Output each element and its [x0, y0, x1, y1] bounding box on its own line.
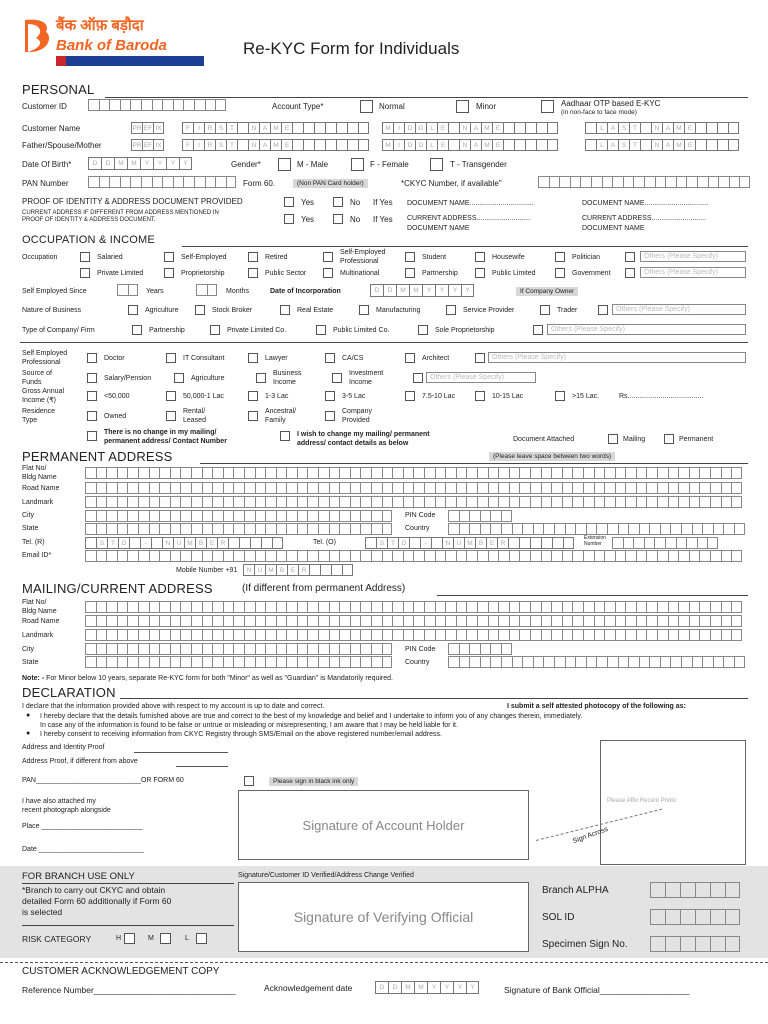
email-label: Email ID*: [22, 552, 52, 559]
current-no-checkbox[interactable]: [333, 214, 343, 224]
perm-flat-label-2: Bldg Name: [22, 474, 57, 481]
business-income-label-1: Business: [273, 370, 302, 377]
company-others-field[interactable]: Others (Please Specify): [547, 324, 746, 335]
logo-strip: [56, 56, 204, 66]
doctor-label: Doctor: [104, 355, 125, 362]
multinational-checkbox[interactable]: [323, 268, 333, 278]
ack-heading: CUSTOMER ACKNOWLEDGEMENT COPY: [22, 966, 220, 977]
section-declaration: DECLARATION: [22, 685, 116, 700]
public-ltd-checkbox[interactable]: [475, 268, 485, 278]
risk-h-checkbox[interactable]: [124, 933, 135, 944]
current-ifyes-label: If Yes: [373, 215, 393, 224]
stock-broker-checkbox[interactable]: [195, 305, 205, 315]
bullet-1b: In case any of the information is found to be false or untrue or misleading or misrepresenting, I am aware that I may be held liable for it.: [40, 722, 458, 729]
account-type-label: Account Type*: [272, 102, 324, 111]
rs-label: Rs.......................................: [619, 393, 704, 400]
government-checkbox[interactable]: [555, 268, 565, 278]
bullet-dot-1: ●: [26, 712, 31, 719]
inc2-label: 50,000-1 Lac: [183, 393, 224, 400]
ckyc-label: *CKYC Number, if available": [401, 179, 502, 188]
pub-co-checkbox[interactable]: [316, 325, 326, 335]
father-middle-name[interactable]: M I D D L E N A M E: [382, 139, 558, 151]
verified-label: Signature/Customer ID Verified/Address Change Verified: [238, 872, 414, 879]
risk-h-label: H: [116, 935, 122, 942]
customer-id-field[interactable]: [88, 99, 232, 112]
public-sector-label: Public Sector: [265, 270, 307, 277]
current-no-label: No: [350, 215, 361, 224]
business-income-label-2: Income: [273, 379, 296, 386]
self-emp-prof-label-2: Professional: [340, 258, 379, 265]
inc1-checkbox[interactable]: [87, 391, 97, 401]
gross-label-2: Income (₹): [22, 397, 57, 404]
ancestral-label-2: Family: [265, 417, 286, 424]
no-change-label-2: permanent address/ Contact Number: [104, 438, 227, 445]
rental-label-2: Leased: [183, 417, 206, 424]
sol-id-label: SOL ID: [542, 912, 575, 923]
ack-date-label: Acknowledgement date: [264, 983, 353, 993]
current-yes-label: Yes: [301, 215, 315, 224]
inc5-checkbox[interactable]: [405, 391, 415, 401]
logo-strip-mark: [56, 56, 66, 66]
private-ltd-label: Private Limited: [97, 270, 144, 277]
doi-field[interactable]: D D M M Y Y Y Y: [370, 284, 474, 297]
female-label: F - Female: [370, 160, 409, 169]
form-title: Re-KYC Form for Individuals: [243, 39, 460, 58]
housewife-label: Housewife: [492, 254, 525, 261]
real-estate-checkbox[interactable]: [280, 305, 290, 315]
bank-official-signature-line[interactable]: Signature of Bank Official___________________: [504, 985, 690, 995]
bullet-2: I hereby consent to receiving information from CKYC Registry through SMS/Email on the above registered number/email address.: [40, 731, 442, 738]
bullet-1: I hereby declare that the details furnished above are true and correct to the best of my knowledge and belief and I undertake to inform you of any changes therein, immediately.: [40, 713, 583, 720]
pub-co-label: Public Limited Co.: [333, 327, 390, 334]
non-pan-tag: (Non PAN Card holder): [293, 179, 368, 188]
trader-checkbox[interactable]: [540, 305, 550, 315]
wish-change-label-1: I wish to change my mailing/ permanent: [297, 431, 430, 438]
customer-first-name[interactable]: F I R S T N A M E: [182, 122, 369, 134]
perm-flat-label-1: Flat No/: [22, 465, 47, 472]
agriculture-label: Agriculture: [145, 307, 179, 314]
space-note-tag: (Please leave space between two words): [489, 452, 615, 461]
permanent-label: Permanent: [679, 436, 714, 443]
bank-name: Bank of Baroda: [56, 37, 167, 54]
sep-label-1: Self Employed: [22, 350, 68, 357]
customer-id-label: Customer ID: [22, 102, 67, 111]
verifying-official-signature-box[interactable]: Signature of Verifying Official: [238, 882, 529, 952]
manufacturing-checkbox[interactable]: [359, 305, 369, 315]
branch-heading-underline: [22, 883, 234, 884]
section-permanent-address: PERMANENT ADDRESS: [22, 449, 173, 464]
dob-label: Date Of Birth*: [22, 160, 72, 169]
inc4-label: 3-5 Lac: [342, 393, 366, 400]
proof-no-label: No: [350, 198, 361, 207]
company-provided-label-2: Provided: [342, 417, 370, 424]
tel-r-field[interactable]: S T D - N U M B E R: [85, 537, 283, 549]
aadhaar-checkbox[interactable]: [541, 100, 554, 113]
attached-label-1: I have also attached my: [22, 798, 96, 805]
lawyer-checkbox[interactable]: [248, 353, 258, 363]
addr-proof2-line[interactable]: [176, 766, 228, 767]
tel-o-label: Tel. (O): [313, 539, 336, 546]
inc7-label: >15 Lac.: [572, 393, 600, 400]
sector-others-field[interactable]: Others (Please Specify): [640, 267, 746, 278]
years-label: Years: [146, 288, 164, 295]
owned-label: Owned: [104, 413, 127, 420]
minor-label: Minor: [476, 102, 497, 111]
nature-others-field[interactable]: Others (Please Specify): [612, 304, 746, 315]
gross-label-1: Gross Annual: [22, 388, 65, 395]
sole-checkbox[interactable]: [418, 325, 428, 335]
housewife-checkbox[interactable]: [475, 252, 485, 262]
cut-line: [0, 962, 768, 963]
mail-state-label: State: [22, 659, 39, 666]
cacs-label: CA/CS: [342, 355, 364, 362]
pan-form60-line: PAN___________________________OR FORM 60: [22, 777, 184, 784]
addr-proof-line[interactable]: [134, 752, 228, 753]
mobile-label: Mobile Number +91: [176, 567, 238, 574]
male-label: M - Male: [297, 160, 329, 169]
reference-line[interactable]: Reference Number______________________________: [22, 985, 236, 995]
self-emp-prof-checkbox[interactable]: [323, 252, 333, 262]
stock-broker-label: Stock Broker: [212, 307, 253, 314]
pvt-co-label: Private Limited Co.: [227, 327, 287, 334]
self-employed-checkbox[interactable]: [164, 252, 174, 262]
place-line[interactable]: Place __________________________: [22, 823, 143, 830]
current-diff-label: CURRENT ADDRESS IF DIFFERENT FROM ADDRESS MENTIONED IN: [22, 210, 219, 216]
risk-m-label: M: [148, 935, 154, 942]
salaried-label: Salaried: [97, 254, 123, 261]
nature-label: Nature of Business: [22, 307, 82, 314]
it-label: IT Consultant: [183, 355, 225, 362]
divider: [182, 246, 748, 247]
section-personal: PERSONAL: [22, 82, 95, 97]
no-change-label-1: There is no change in my mailing/: [104, 429, 217, 436]
investment-income-label-1: Investment: [349, 370, 384, 377]
lawyer-label: Lawyer: [265, 355, 288, 362]
company-provided-label-1: Company: [342, 408, 372, 415]
divider: [20, 342, 748, 343]
it-checkbox[interactable]: [166, 353, 176, 363]
wish-change-label-2: address/ contact details as below: [297, 440, 409, 447]
owned-checkbox[interactable]: [87, 411, 97, 421]
declaration-line-1: I declare that the information provided above with respect to my account is up to date and correct.: [22, 703, 325, 710]
company-partnership-label: Partnership: [149, 327, 185, 334]
permanent-checkbox[interactable]: [664, 434, 674, 444]
occupation-others-field[interactable]: Others (Please Specify): [640, 251, 746, 262]
minor-note: Note: - For Minor below 10 years, separate Re-KYC form for both "Minor" as well as "Guardian" is Mandatorily required.: [22, 675, 393, 682]
bank-name-hindi: बैंक ऑफ़ बड़ौदा: [56, 17, 144, 34]
ack-date-field[interactable]: D D M M Y Y Y Y: [375, 981, 479, 994]
specimen-label: Specimen Sign No.: [542, 939, 628, 950]
ancestral-checkbox[interactable]: [248, 411, 258, 421]
transgender-label: T - Transgender: [450, 160, 507, 169]
politician-checkbox[interactable]: [555, 252, 565, 262]
partnership-checkbox[interactable]: [405, 268, 415, 278]
student-checkbox[interactable]: [405, 252, 415, 262]
source-others-field[interactable]: Others (Please Specify): [426, 372, 536, 383]
self-employed-label: Self-Employed: [181, 254, 227, 261]
photo-label: Please Affix Recent Photo: [607, 798, 677, 804]
inc5-label: 7.5-10 Lac: [422, 393, 456, 400]
source-label-2: Funds: [22, 379, 42, 386]
branch-text-underline: [22, 925, 234, 926]
service-provider-label: Service Provider: [463, 307, 515, 314]
form60-declaration-checkbox[interactable]: [244, 776, 254, 786]
proof-yes-checkbox[interactable]: [284, 197, 294, 207]
extension-label-2: Number: [584, 541, 602, 547]
section-mailing-address: MAILING/CURRENT ADDRESS: [22, 581, 213, 596]
student-label: Student: [422, 254, 447, 261]
type-company-label: Type of Company/ Firm: [22, 327, 95, 334]
bank-logo: [22, 14, 206, 80]
current-address-1: CURRENT ADDRESS............................: [407, 215, 531, 222]
father-first-name[interactable]: F I R S T N A M E: [182, 139, 369, 151]
salaried-checkbox[interactable]: [80, 252, 90, 262]
customer-last-name[interactable]: L A S T N A M E: [585, 122, 739, 134]
perm-city-label: City: [22, 512, 35, 519]
self-emp-prof-label-1: Self-Employed: [340, 249, 386, 256]
occupation-others-checkbox[interactable]: [625, 252, 635, 262]
service-provider-checkbox[interactable]: [446, 305, 456, 315]
doc-name-3: DOCUMENT NAME: [407, 225, 470, 232]
doctor-checkbox[interactable]: [87, 353, 97, 363]
bullet-dot-2: ●: [26, 730, 31, 737]
risk-l-checkbox[interactable]: [196, 933, 207, 944]
cacs-checkbox[interactable]: [325, 353, 335, 363]
trader-label: Trader: [557, 307, 578, 314]
inc3-label: 1-3 Lac: [265, 393, 289, 400]
architect-checkbox[interactable]: [405, 353, 415, 363]
company-partnership-checkbox[interactable]: [132, 325, 142, 335]
mailing-checkbox[interactable]: [608, 434, 618, 444]
government-label: Government: [572, 270, 611, 277]
baroda-sun-icon: [22, 18, 52, 54]
ancestral-label-1: Ancestral/: [265, 408, 297, 415]
source-others-checkbox[interactable]: [413, 373, 423, 383]
proof-yes-label: Yes: [301, 198, 315, 207]
mailing-sub-label: (If different from permanent Address): [242, 583, 406, 594]
divider: [120, 698, 748, 699]
proof-no-checkbox[interactable]: [333, 197, 343, 207]
proof-ifyes-label: If Yes: [373, 198, 393, 207]
agriculture-checkbox[interactable]: [128, 305, 138, 315]
risk-l-label: L: [185, 935, 189, 942]
perm-pin-label: PIN Code: [405, 512, 436, 519]
current-yes-checkbox[interactable]: [284, 214, 294, 224]
architect-label: Architect: [422, 355, 450, 362]
manufacturing-label: Manufacturing: [376, 307, 421, 314]
prof-others-checkbox[interactable]: [475, 353, 485, 363]
current-address-2: CURRENT ADDRESS............................: [582, 215, 706, 222]
submit-label: I submit a self attested photocopy of the following as:: [507, 703, 686, 710]
black-ink-tag: Please sign in black ink only: [269, 777, 358, 786]
doc-name-2: DOCUMENT NAME.................................: [582, 200, 709, 207]
addr-proof-label: Address and Identity Proof: [22, 744, 105, 751]
risk-m-checkbox[interactable]: [160, 933, 171, 944]
customer-middle-name[interactable]: M I D D L E N A M E: [382, 122, 558, 134]
doc-name-4: DOCUMENT NAME: [582, 225, 645, 232]
extension-label-1: Extension: [584, 535, 606, 541]
company-provided-checkbox[interactable]: [325, 411, 335, 421]
branch-text-2: detailed Form 60 additionally if Form 60: [22, 896, 172, 906]
divider: [200, 463, 748, 464]
father-prefix[interactable]: PR EF IX: [131, 139, 164, 151]
source-agriculture-label: Agriculture: [191, 375, 225, 382]
pvt-co-checkbox[interactable]: [210, 325, 220, 335]
pan-label: PAN Number: [22, 179, 69, 188]
inc2-checkbox[interactable]: [166, 391, 176, 401]
minor-checkbox[interactable]: [456, 100, 469, 113]
tel-r-label: Tel. (R): [22, 539, 45, 546]
source-label-1: Source of: [22, 370, 52, 377]
male-checkbox[interactable]: [278, 158, 291, 171]
customer-name-prefix[interactable]: PR EF IX: [131, 122, 164, 134]
sector-others-checkbox[interactable]: [625, 268, 635, 278]
rental-label-1: Rental/: [183, 408, 206, 415]
inc6-label: 10-15 Lac: [492, 393, 524, 400]
inc6-checkbox[interactable]: [475, 391, 485, 401]
residence-label-1: Residence: [22, 408, 56, 415]
branch-alpha-label: Branch ALPHA: [542, 885, 609, 896]
occupation-label: Occupation: [22, 254, 58, 261]
business-income-checkbox[interactable]: [256, 373, 266, 383]
real-estate-label: Real Estate: [297, 307, 334, 314]
account-holder-signature-box[interactable]: Signature of Account Holder: [238, 790, 529, 860]
inc1-label: <50,000: [104, 393, 130, 400]
addr-proof2-label: Address Proof, if different from above: [22, 758, 138, 765]
mailing-label: Mailing: [623, 436, 646, 443]
salary-pension-checkbox[interactable]: [87, 373, 97, 383]
aadhaar-note: (in non-face to face mode): [561, 109, 637, 116]
company-others-checkbox[interactable]: [533, 325, 543, 335]
gender-label: Gender*: [231, 160, 261, 169]
inc3-checkbox[interactable]: [248, 391, 258, 401]
attached-label-2: recent photograph alongside: [22, 807, 111, 814]
risk-label: RISK CATEGORY: [22, 934, 92, 944]
inc4-checkbox[interactable]: [325, 391, 335, 401]
customer-name-label: Customer Name: [22, 124, 81, 133]
mail-road-label: Road Name: [22, 618, 60, 625]
private-ltd-checkbox[interactable]: [80, 268, 90, 278]
form60-label: Form 60.: [243, 179, 276, 188]
perm-landmark-label: Landmark: [22, 499, 54, 506]
branch-heading: FOR BRANCH USE ONLY: [22, 871, 135, 882]
wish-change-checkbox[interactable]: [280, 431, 290, 441]
mail-country-label: Country: [405, 659, 430, 666]
normal-checkbox[interactable]: [360, 100, 373, 113]
investment-income-checkbox[interactable]: [332, 373, 342, 383]
prof-others-field[interactable]: Others (Please Specify): [488, 352, 746, 363]
normal-label: Normal: [379, 102, 405, 111]
multinational-label: Multinational: [340, 270, 380, 277]
proprietorship-label: Proprietorship: [181, 270, 225, 277]
sign-across-label: Sign Across: [571, 825, 610, 846]
proprietorship-checkbox[interactable]: [164, 268, 174, 278]
mail-pin-label: PIN Code: [405, 646, 436, 653]
retired-label: Retired: [265, 254, 288, 261]
public-sector-checkbox[interactable]: [248, 268, 258, 278]
nature-others-checkbox[interactable]: [598, 305, 608, 315]
inc7-checkbox[interactable]: [555, 391, 565, 401]
no-change-checkbox[interactable]: [87, 431, 97, 441]
branch-text-3: is selected: [22, 907, 63, 917]
doi-label: Date of Incorporation: [270, 288, 341, 295]
female-checkbox[interactable]: [351, 158, 364, 171]
months-label: Months: [226, 288, 249, 295]
mail-flat-label-2: Bldg Name: [22, 608, 57, 615]
proof-label: PROOF OF IDENTITY & ADDRESS DOCUMENT PROVIDED: [22, 197, 243, 206]
perm-state-label: State: [22, 525, 39, 532]
doc-attached-label: Document Attached: [513, 436, 575, 443]
rental-checkbox[interactable]: [166, 411, 176, 421]
perm-road-label: Road Name: [22, 485, 60, 492]
divider: [437, 595, 748, 596]
divider: [105, 97, 748, 98]
mobile-field[interactable]: N U M B E R: [243, 564, 353, 576]
tel-o-field[interactable]: S T D - N U M B E R: [365, 537, 574, 549]
father-last-name[interactable]: L A S T N A M E: [585, 139, 739, 151]
doc-name-1: DOCUMENT NAME.................................: [407, 200, 534, 207]
father-label: Father/Spouse/Mother: [22, 141, 102, 150]
sep-label-2: Professional: [22, 359, 61, 366]
investment-income-label-2: Income: [349, 379, 372, 386]
public-ltd-label: Public Limited: [492, 270, 536, 277]
mail-flat-label-1: Flat No/: [22, 599, 47, 606]
dob-field[interactable]: D D M M Y Y Y Y: [88, 157, 192, 170]
proof-doc-label: PROOF OF IDENTITY & ADDRESS DOCUMENT.: [22, 217, 156, 223]
mail-city-label: City: [22, 646, 35, 653]
date-line[interactable]: Date ___________________________: [22, 846, 144, 853]
partnership-label: Partnership: [422, 270, 458, 277]
aadhaar-label: Aadhaar OTP based E-KYC: [561, 99, 661, 108]
self-since-label: Self Employed Since: [22, 288, 87, 295]
politician-label: Politician: [572, 254, 601, 261]
source-agriculture-checkbox[interactable]: [174, 373, 184, 383]
transgender-checkbox[interactable]: [430, 158, 443, 171]
section-occupation: OCCUPATION & INCOME: [22, 234, 155, 246]
perm-country-label: Country: [405, 525, 430, 532]
sole-label: Sole Proprietorship: [435, 327, 495, 334]
mail-landmark-label: Landmark: [22, 632, 54, 639]
branch-text-1: *Branch to carry out CKYC and obtain: [22, 885, 166, 895]
company-owner-tag: If Company Owner: [516, 287, 578, 296]
salary-pension-label: Salary/Pension: [104, 375, 152, 382]
retired-checkbox[interactable]: [248, 252, 258, 262]
residence-label-2: Type: [22, 417, 38, 424]
